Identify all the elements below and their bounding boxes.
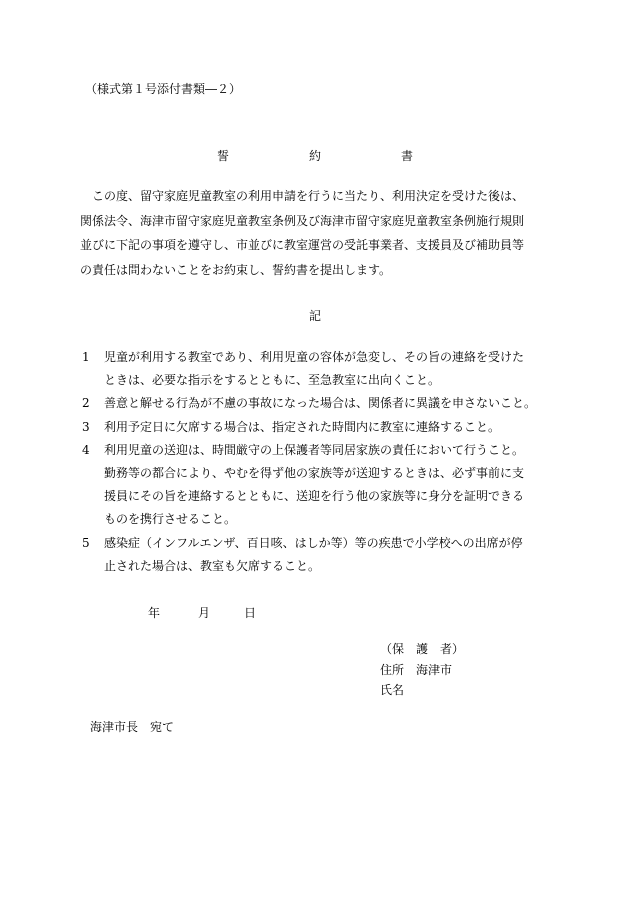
item-line: 勤務等の都合により、やむを得ず他の家族等が送迎するときは、必ず事前に支 <box>104 466 525 481</box>
list-item <box>80 416 580 439</box>
item-number: 1 <box>82 350 90 364</box>
intro-paragraph <box>80 184 580 282</box>
item-line: 善意と解せる行為が不慮の事故になった場合は、関係者に異議を申さないこと。 <box>104 396 537 411</box>
guardian-label: （保 護 者） <box>380 642 465 656</box>
intro-line: の責任は問わないことをお約束し、誓約書を提出します。 <box>80 262 392 277</box>
item-line: 感染症（インフルエンザ、百日咳、はしか等）等の疾患で小学校への出席が停 <box>104 535 523 550</box>
date-month-label: 月 <box>198 606 211 620</box>
guardian-address: 住所 海津市 <box>380 662 453 677</box>
title-char-3: 書 <box>401 149 414 163</box>
intro-line: 並びに下記の事項を遵守し、市並びに教室運営の受託事業者、支援員及び補助員等 <box>80 238 525 252</box>
item-line: 援員にその旨を連絡するとともに、送迎を行う他の家族等に身分を証明できる <box>104 489 525 504</box>
item-number: 3 <box>82 419 90 434</box>
date-line <box>148 604 256 621</box>
item-line: 利用児童の送迎は、時間厳守の上保護者等同居家族の責任において行うこと。 <box>104 442 525 457</box>
list-item <box>80 532 580 578</box>
date-year-label: 年 <box>148 606 161 620</box>
guardian-block <box>380 639 464 701</box>
item-line: 児童が利用する教室であり、利用児童の容体が急変し、その旨の連絡を受けた <box>104 350 525 364</box>
addressee: 海津市長 宛て <box>90 720 175 734</box>
list-item <box>80 392 580 415</box>
list-item <box>80 439 580 532</box>
item-number: 2 <box>82 396 90 411</box>
form-number-label: （様式第１号添付書類―２） <box>85 82 242 96</box>
intro-line: 関係法令、海津市留守家庭児童教室条例及び海津市留守家庭児童教室条例施行規則 <box>80 213 525 228</box>
title-char-2: 約 <box>308 149 321 163</box>
item-line: ときは、必要な指示をするとともに、至急教室に出向くこと。 <box>104 373 441 388</box>
date-day-label: 日 <box>244 606 257 620</box>
ki-heading: 記 <box>308 309 321 323</box>
list-item <box>80 346 580 392</box>
item-number: 5 <box>82 535 90 550</box>
item-line: ものを携行させること。 <box>104 512 237 527</box>
item-line: 利用予定日に欠席する場合は、指定された時間内に教室に連絡すること。 <box>104 419 501 434</box>
document-title <box>0 147 630 164</box>
guardian-name: 氏名 <box>380 683 405 697</box>
item-line: 止された場合は、教室も欠席すること。 <box>104 558 321 573</box>
intro-line: この度、留守家庭児童教室の利用申請を行うに当たり、利用決定を受けた後は、 <box>80 189 525 203</box>
item-number: 4 <box>82 442 90 457</box>
title-char-1: 誓 <box>216 149 229 163</box>
terms-list <box>80 346 580 578</box>
